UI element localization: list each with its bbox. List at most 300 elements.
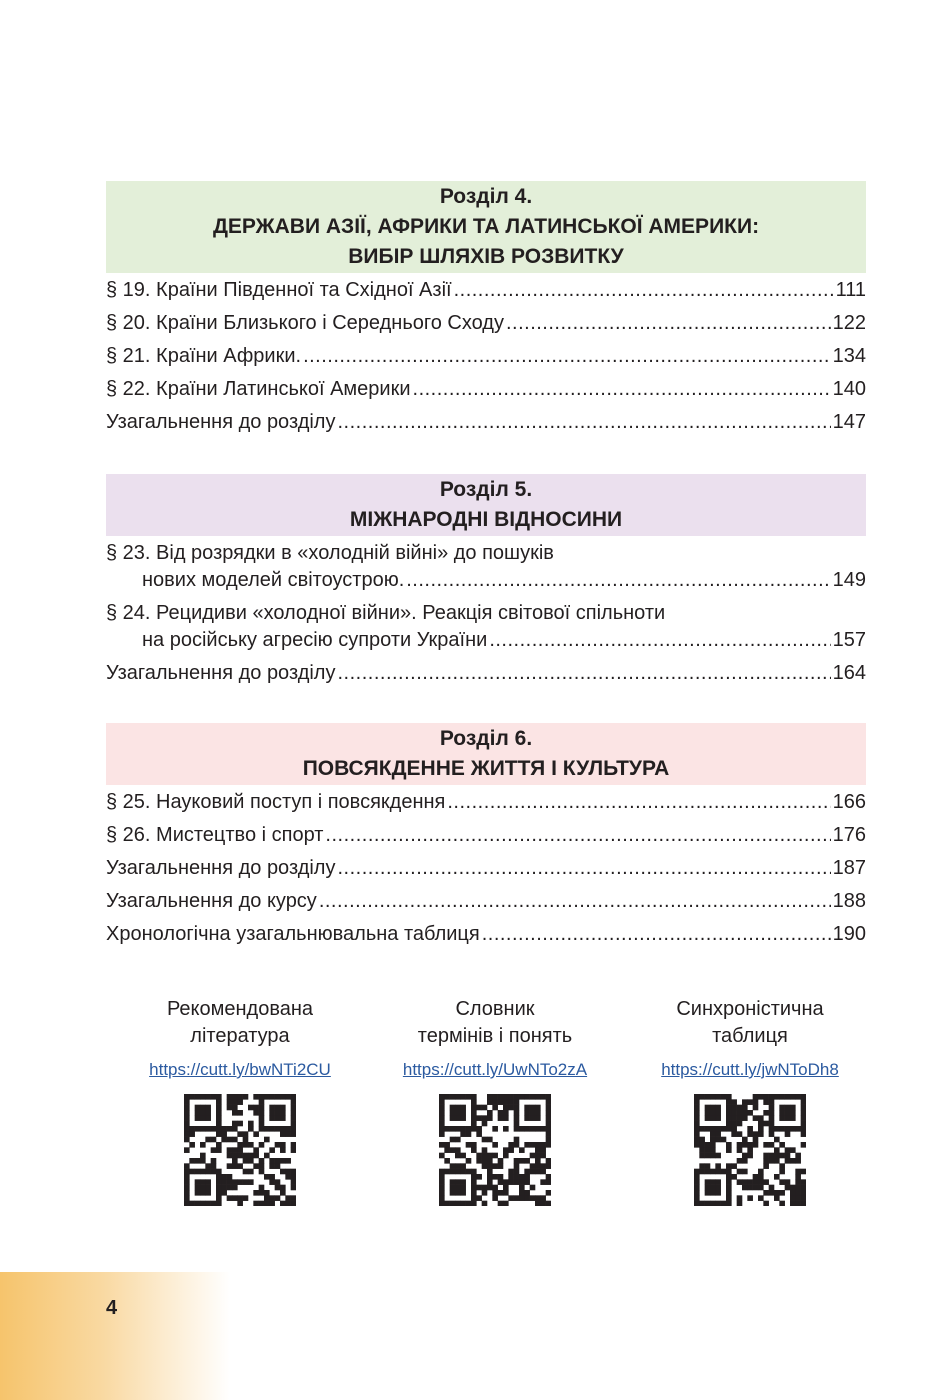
toc-entry[interactable]: [106, 921, 866, 948]
qr-module: [482, 1105, 488, 1111]
qr-module: [439, 1099, 445, 1105]
qr-module: [200, 1179, 206, 1185]
qr-module: [476, 1185, 482, 1191]
qr-module: [227, 1099, 233, 1105]
qr-module: [476, 1174, 482, 1180]
qr-module: [205, 1179, 211, 1185]
toc-entry-label: § 20. Країни Близького і Середнього Сходу: [106, 312, 504, 334]
qr-module: [471, 1094, 477, 1100]
resource-link[interactable]: https://cutt.ly/UwNTo2zA: [402, 1060, 588, 1079]
qr-module: [487, 1099, 493, 1105]
qr-module: [742, 1158, 748, 1164]
qr-module: [503, 1126, 509, 1132]
qr-module: [200, 1094, 206, 1100]
qr-module: [530, 1094, 536, 1100]
qr-module: [535, 1115, 541, 1121]
qr-module: [184, 1163, 190, 1169]
qr-module: [243, 1142, 249, 1148]
qr-module: [721, 1094, 727, 1100]
qr-module: [503, 1110, 509, 1116]
qr-module: [269, 1174, 275, 1180]
qr-module: [726, 1190, 732, 1196]
qr-module: [726, 1201, 732, 1206]
qr-module: [259, 1121, 265, 1127]
qr-module: [221, 1179, 227, 1185]
qr-module: [275, 1142, 281, 1148]
resource-literature: [120, 996, 360, 1206]
table-of-contents: [106, 181, 866, 954]
qr-module: [774, 1158, 780, 1164]
qr-module: [280, 1131, 286, 1137]
qr-module: [253, 1163, 259, 1169]
qr-module: [742, 1105, 748, 1111]
qr-module: [779, 1169, 785, 1175]
qr-module: [758, 1185, 764, 1191]
qr-module: [471, 1190, 477, 1196]
qr-module: [742, 1137, 748, 1143]
qr-module: [482, 1153, 488, 1159]
toc-entry-label: нових моделей світоустрою.: [142, 569, 405, 591]
qr-module: [801, 1110, 806, 1116]
qr-module: [476, 1115, 482, 1121]
dot-leader: [337, 660, 830, 687]
qr-module: [779, 1153, 785, 1159]
qr-module: [439, 1131, 445, 1137]
qr-module: [439, 1115, 445, 1121]
qr-module: [492, 1142, 498, 1148]
qr-module: [790, 1190, 796, 1196]
qr-module: [737, 1147, 743, 1153]
qr-module: [471, 1110, 477, 1116]
toc-entry-page: 134: [832, 345, 866, 367]
qr-module: [785, 1147, 791, 1153]
qr-module: [460, 1105, 466, 1111]
qr-module: [237, 1201, 243, 1206]
qr-module: [801, 1179, 806, 1185]
qr-module: [785, 1105, 791, 1111]
toc-entry-page: 140: [832, 378, 866, 400]
toc-entry[interactable]: [106, 540, 866, 594]
qr-module: [471, 1195, 477, 1201]
qr-module: [227, 1174, 233, 1180]
qr-module: [726, 1147, 732, 1153]
qr-module: [460, 1153, 466, 1159]
qr-module: [195, 1094, 201, 1100]
qr-module: [514, 1099, 520, 1105]
toc-entry-page: 111: [835, 279, 866, 301]
qr-module: [269, 1179, 275, 1185]
qr-module: [243, 1179, 249, 1185]
qr-module: [275, 1185, 281, 1191]
qr-module: [259, 1185, 265, 1191]
qr-module: [694, 1142, 700, 1148]
section-subtitle-line: МІЖНАРОДНІ ВІДНОСИНИ: [349, 508, 623, 531]
qr-module: [726, 1099, 732, 1105]
qr-module: [450, 1169, 456, 1175]
qr-module: [460, 1094, 466, 1100]
qr-module: [514, 1179, 520, 1185]
section-header-5: [106, 474, 866, 536]
qr-module: [694, 1185, 700, 1191]
toc-entry-label: § 23. Від розрядки в «холодній війні» до пошуків: [106, 542, 554, 564]
qr-module: [540, 1201, 546, 1206]
qr-module: [737, 1195, 743, 1201]
resource-link[interactable]: https://cutt.ly/bwNTi2CU: [149, 1060, 331, 1079]
toc-entry-label: § 22. Країни Латинської Америки: [106, 378, 411, 400]
toc-entry[interactable]: [106, 600, 866, 654]
qr-module: [200, 1105, 206, 1111]
qr-module: [275, 1115, 281, 1121]
qr-module: [455, 1105, 461, 1111]
qr-module: [450, 1147, 456, 1153]
section-title: Розділ 6.: [439, 727, 533, 750]
section-header-6: [106, 723, 866, 785]
qr-module: [753, 1099, 759, 1105]
toc-entry-page: 176: [832, 824, 866, 846]
qr-module: [710, 1105, 716, 1111]
qr-module: [232, 1158, 238, 1164]
qr-module: [540, 1147, 546, 1153]
qr-module: [482, 1147, 488, 1153]
qr-module: [535, 1147, 541, 1153]
toc-entry[interactable]: [106, 376, 866, 403]
dot-leader: [506, 310, 831, 337]
qr-module: [460, 1163, 466, 1169]
qr-module: [455, 1126, 461, 1132]
qr-module: [795, 1153, 801, 1159]
qr-module: [508, 1195, 514, 1201]
qr-module: [291, 1099, 296, 1105]
qr-module: [769, 1115, 775, 1121]
qr-module: [779, 1094, 785, 1100]
qr-module: [216, 1174, 222, 1180]
qr-module: [200, 1153, 206, 1159]
qr-module: [450, 1094, 456, 1100]
qr-module: [253, 1153, 259, 1159]
qr-module: [737, 1131, 743, 1137]
qr-module: [726, 1179, 732, 1185]
qr-module: [758, 1179, 764, 1185]
qr-module: [291, 1147, 296, 1153]
qr-module: [184, 1115, 190, 1121]
qr-module: [211, 1201, 217, 1206]
qr-module: [269, 1110, 275, 1116]
qr-module: [519, 1195, 525, 1201]
qr-module: [503, 1147, 509, 1153]
qr-module: [540, 1195, 546, 1201]
qr-module: [705, 1201, 711, 1206]
qr-module: [774, 1137, 780, 1143]
qr-module: [753, 1131, 759, 1137]
qr-module: [227, 1094, 233, 1100]
qr-module: [450, 1137, 456, 1143]
qr-module: [253, 1147, 259, 1153]
resource-link[interactable]: https://cutt.ly/jwNToDh8: [661, 1060, 839, 1079]
qr-module: [216, 1110, 222, 1116]
qr-module: [200, 1190, 206, 1196]
qr-module: [200, 1110, 206, 1116]
qr-module: [189, 1201, 195, 1206]
qr-module: [774, 1126, 780, 1132]
qr-module: [259, 1163, 265, 1169]
qr-module: [710, 1153, 716, 1159]
toc-entry[interactable]: [106, 343, 866, 370]
qr-module: [211, 1169, 217, 1175]
qr-module: [710, 1142, 716, 1148]
qr-module: [801, 1201, 806, 1206]
toc-entry-label: Узагальнення до розділу: [106, 857, 336, 879]
qr-module: [439, 1142, 445, 1148]
toc-entry[interactable]: [106, 277, 866, 304]
qr-module: [742, 1115, 748, 1121]
qr-module: [705, 1110, 711, 1116]
section-subtitle-line: ДЕРЖАВИ АЗІЇ, АФРИКИ ТА ЛАТИНСЬКОЇ АМЕРИКИ:: [212, 215, 760, 238]
qr-module: [460, 1179, 466, 1185]
qr-module: [785, 1115, 791, 1121]
qr-module: [184, 1147, 190, 1153]
qr-module: [184, 1190, 190, 1196]
qr-module: [291, 1126, 296, 1132]
qr-module: [498, 1158, 504, 1164]
qr-module: [699, 1147, 705, 1153]
qr-module: [285, 1201, 291, 1206]
qr-module: [221, 1185, 227, 1191]
qr-module: [205, 1115, 211, 1121]
qr-module: [291, 1121, 296, 1127]
qr-code-icon[interactable]: [184, 1094, 296, 1206]
dot-leader: [303, 343, 831, 370]
qr-module: [753, 1142, 759, 1148]
qr-module: [455, 1179, 461, 1185]
qr-module: [487, 1185, 493, 1191]
qr-module: [785, 1153, 791, 1159]
qr-module: [216, 1142, 222, 1148]
qr-module: [195, 1105, 201, 1111]
qr-module: [243, 1137, 249, 1143]
qr-module: [721, 1169, 727, 1175]
qr-module: [705, 1190, 711, 1196]
qr-module: [710, 1201, 716, 1206]
qr-module: [195, 1115, 201, 1121]
toc-entry-label: Узагальнення до розділу: [106, 662, 336, 684]
qr-module: [269, 1115, 275, 1121]
qr-module: [471, 1115, 477, 1121]
resource-title: Синхроністична таблиця: [676, 998, 824, 1047]
qr-module: [524, 1179, 530, 1185]
qr-module: [508, 1099, 514, 1105]
qr-module: [519, 1158, 525, 1164]
qr-module: [460, 1190, 466, 1196]
qr-module: [232, 1137, 238, 1143]
qr-module: [737, 1142, 743, 1148]
qr-module: [195, 1158, 201, 1164]
qr-module: [503, 1201, 509, 1206]
qr-module: [285, 1174, 291, 1180]
qr-module: [801, 1094, 806, 1100]
qr-module: [535, 1126, 541, 1132]
qr-module: [514, 1094, 520, 1100]
qr-module: [503, 1185, 509, 1191]
qr-module: [503, 1105, 509, 1111]
qr-module: [763, 1094, 769, 1100]
qr-module: [699, 1142, 705, 1148]
qr-module: [801, 1190, 806, 1196]
qr-module: [514, 1174, 520, 1180]
qr-module: [280, 1147, 286, 1153]
qr-module: [280, 1201, 286, 1206]
qr-module: [694, 1201, 700, 1206]
resource-synchronistic-table: [630, 996, 870, 1206]
toc-entry[interactable]: [106, 660, 866, 687]
qr-module: [253, 1190, 259, 1196]
qr-module: [205, 1094, 211, 1100]
toc-entry-page: 147: [832, 411, 866, 433]
qr-module: [535, 1142, 541, 1148]
qr-code-icon[interactable]: [694, 1094, 806, 1206]
qr-module: [779, 1163, 785, 1169]
toc-entry[interactable]: [106, 409, 866, 436]
qr-module: [774, 1190, 780, 1196]
qr-module: [264, 1195, 270, 1201]
qr-module: [737, 1105, 743, 1111]
qr-module: [795, 1126, 801, 1132]
qr-module: [498, 1094, 504, 1100]
qr-module: [211, 1126, 217, 1132]
qr-module: [795, 1158, 801, 1164]
qr-module: [779, 1105, 785, 1111]
toc-entry-label: Хронологічна узагальнювальна таблиця: [106, 923, 480, 945]
qr-module: [243, 1153, 249, 1159]
qr-module: [785, 1185, 791, 1191]
qr-module: [790, 1158, 796, 1164]
qr-module: [546, 1190, 551, 1196]
qr-module: [471, 1185, 477, 1191]
qr-module: [195, 1201, 201, 1206]
toc-entry-label: § 25. Науковий поступ і повсякдення: [106, 791, 446, 813]
qr-module: [503, 1115, 509, 1121]
qr-module: [524, 1110, 530, 1116]
qr-module: [790, 1094, 796, 1100]
qr-module: [492, 1094, 498, 1100]
qr-module: [705, 1105, 711, 1111]
qr-module: [439, 1179, 445, 1185]
qr-module: [243, 1094, 249, 1100]
qr-module: [790, 1126, 796, 1132]
qr-module: [742, 1185, 748, 1191]
toc-entry[interactable]: [106, 822, 866, 849]
qr-module: [291, 1115, 296, 1121]
qr-module: [248, 1179, 254, 1185]
qr-module: [216, 1179, 222, 1185]
qr-module: [216, 1185, 222, 1191]
qr-code-icon[interactable]: [439, 1094, 551, 1206]
qr-module: [737, 1169, 743, 1175]
qr-module: [694, 1126, 700, 1132]
qr-module: [694, 1137, 700, 1143]
qr-module: [211, 1094, 217, 1100]
qr-module: [508, 1094, 514, 1100]
qr-module: [694, 1179, 700, 1185]
qr-module: [184, 1131, 190, 1137]
qr-module: [439, 1190, 445, 1196]
qr-module: [291, 1105, 296, 1111]
section-subtitle-line: ПОВСЯКДЕННЕ ЖИТТЯ І КУЛЬТУРА: [302, 757, 670, 780]
qr-module: [779, 1126, 785, 1132]
toc-entry-label: на російську агресію супроти України: [142, 629, 488, 651]
qr-module: [715, 1137, 721, 1143]
toc-entry-continuation: [106, 627, 866, 654]
qr-module: [753, 1174, 759, 1180]
qr-module: [758, 1174, 764, 1180]
qr-module: [259, 1126, 265, 1132]
qr-module: [546, 1131, 551, 1137]
qr-module: [195, 1169, 201, 1175]
toc-entry-page: 166: [832, 791, 866, 813]
qr-module: [779, 1190, 785, 1196]
qr-module: [450, 1126, 456, 1132]
qr-module: [264, 1153, 270, 1159]
toc-entry[interactable]: [106, 310, 866, 337]
qr-module: [737, 1110, 743, 1116]
qr-module: [508, 1169, 514, 1175]
qr-module: [530, 1115, 536, 1121]
qr-module: [450, 1115, 456, 1121]
qr-module: [705, 1163, 711, 1169]
qr-module: [731, 1115, 737, 1121]
qr-module: [795, 1169, 801, 1175]
resources-row: [130, 996, 870, 1206]
toc-entry[interactable]: [106, 855, 866, 882]
qr-module: [189, 1094, 195, 1100]
qr-module: [200, 1169, 206, 1175]
qr-module: [471, 1174, 477, 1180]
qr-module: [221, 1190, 227, 1196]
qr-module: [455, 1201, 461, 1206]
qr-module: [742, 1153, 748, 1159]
qr-module: [779, 1110, 785, 1116]
qr-module: [195, 1185, 201, 1191]
qr-module: [482, 1190, 488, 1196]
qr-module: [715, 1105, 721, 1111]
qr-module: [184, 1179, 190, 1185]
qr-module: [487, 1115, 493, 1121]
qr-module: [726, 1185, 732, 1191]
qr-module: [253, 1094, 259, 1100]
qr-module: [774, 1195, 780, 1201]
qr-module: [280, 1094, 286, 1100]
qr-module: [264, 1201, 270, 1206]
qr-module: [471, 1179, 477, 1185]
qr-module: [189, 1126, 195, 1132]
toc-entry[interactable]: [106, 888, 866, 915]
qr-module: [514, 1163, 520, 1169]
qr-module: [455, 1094, 461, 1100]
qr-module: [524, 1126, 530, 1132]
qr-module: [540, 1163, 546, 1169]
qr-module: [514, 1105, 520, 1111]
qr-module: [758, 1121, 764, 1127]
resource-title: Словник термінів і понять: [417, 998, 573, 1047]
qr-module: [769, 1121, 775, 1127]
qr-module: [291, 1179, 296, 1185]
qr-module: [801, 1142, 806, 1148]
toc-entry[interactable]: [106, 789, 866, 816]
qr-module: [248, 1142, 254, 1148]
qr-module: [758, 1131, 764, 1137]
qr-module: [785, 1131, 791, 1137]
qr-module: [737, 1179, 743, 1185]
qr-module: [455, 1137, 461, 1143]
